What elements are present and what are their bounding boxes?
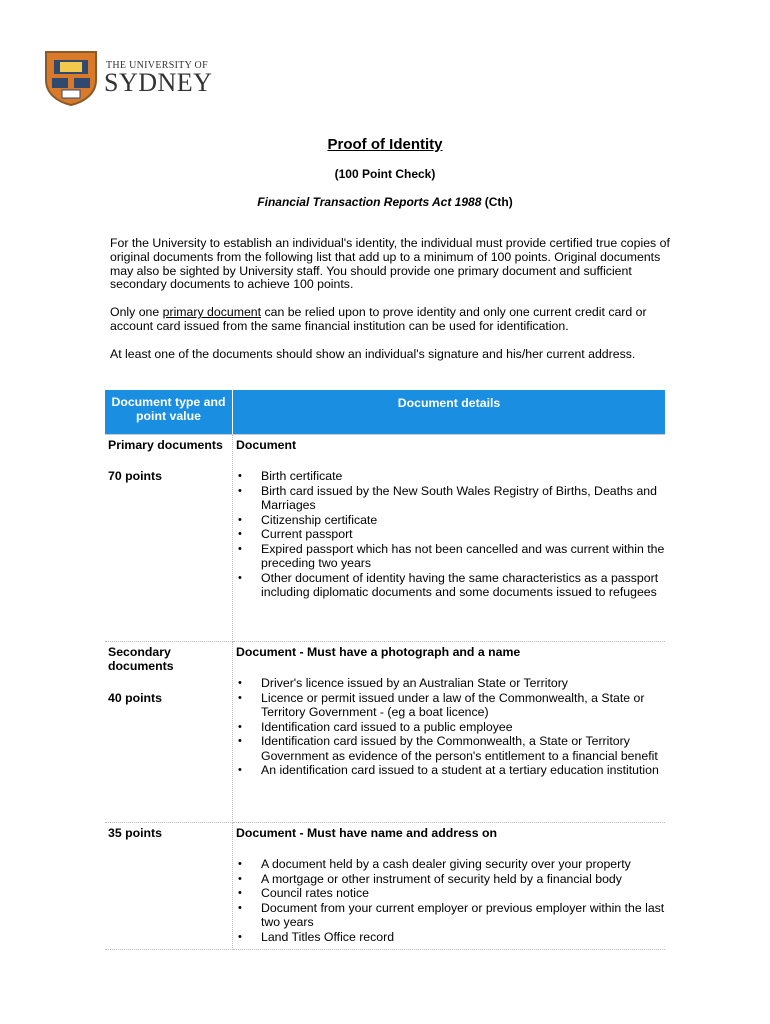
list-item: • Identification card issued by the Commonwealth, a State or Territory Government as evidence of the person's entitlement to a financial benefit [236, 734, 665, 762]
p2-after: can be relied upon to prove identity and only one current credit card or account card issued from the same financial institution can be used for identification. [110, 305, 647, 333]
secondary-header: Document - Must have a photograph and a name [236, 645, 521, 659]
list-item: • Land Titles Office record [236, 930, 665, 944]
thirtyfive-details-cell [233, 823, 666, 950]
primary-type-label: Primary documents [108, 438, 223, 452]
act-name: Financial Transaction Reports Act 1988 [257, 195, 482, 209]
primary-list [236, 469, 665, 599]
secondary-points: 40 points [108, 691, 162, 705]
list-item: • Birth card issued by the New South Wales Registry of Births, Deaths and Marriages [236, 484, 665, 512]
list-item: • Current passport [236, 527, 665, 541]
table-header-row [105, 390, 665, 435]
page-title: Proof of Identity [327, 136, 443, 153]
documents-table [105, 390, 665, 950]
primary-note-paragraph [110, 306, 670, 334]
list-item: • An identification card issued to a student at a tertiary education institution [236, 763, 665, 777]
logo-line2: SYDNEY [104, 68, 213, 97]
act-reference [0, 195, 770, 209]
primary-type-cell [105, 435, 233, 642]
primary-details-cell [233, 435, 666, 642]
header-document-type: Document type and point value [105, 390, 233, 435]
list-item: • Driver's licence issued by an Australian State or Territory [236, 676, 665, 690]
list-item: • Council rates notice [236, 886, 665, 900]
p2-before: Only one [110, 305, 163, 319]
list-item: • Birth certificate [236, 469, 665, 483]
thirtyfive-type-cell [105, 823, 233, 950]
secondary-type-cell [105, 642, 233, 823]
list-item: • Expired passport which has not been cancelled and was current within the preceding two years [236, 542, 665, 570]
university-logo [44, 50, 214, 106]
table-row-primary [105, 435, 665, 642]
logo-line1: THE UNIVERSITY OF [106, 60, 208, 71]
list-item: • A mortgage or other instrument of security held by a financial body [236, 872, 665, 886]
secondary-type-label: Secondary documents [108, 645, 174, 673]
list-item: • Identification card issued to a public employee [236, 720, 665, 734]
thirtyfive-list [236, 857, 665, 944]
thirtyfive-header: Document - Must have name and address on [236, 826, 498, 840]
university-crest-icon [44, 50, 98, 106]
thirtyfive-points: 35 points [108, 826, 162, 840]
signature-note-paragraph: At least one of the documents should show an individual's signature and his/her current address. [110, 347, 636, 361]
table-row-35-points [105, 823, 665, 950]
list-item: • Licence or permit issued under a law of the Commonwealth, a State or Territory Government - (eg a boat licence) [236, 691, 665, 719]
list-item: • Other document of identity having the same characteristics as a passport including diplomatic documents and some documents issued to refugees [236, 571, 665, 599]
list-item: • Citizenship certificate [236, 513, 665, 527]
header-document-details: Document details [233, 390, 666, 435]
intro-paragraph: For the University to establish an individual's identity, the individual must provide certified true copies of original documents from the following list that add up to a minimum of 100 points. Original documents may also be sighted by University staff. You should provide one primary document and sufficient secondary documents to achieve 100 points. [110, 236, 670, 292]
list-item: • Document from your current employer or previous employer within the last two years [236, 901, 665, 929]
list-item: • A document held by a cash dealer giving security over your property [236, 857, 665, 871]
primary-document-link[interactable]: primary document [162, 305, 262, 319]
page-subtitle: (100 Point Check) [334, 167, 436, 181]
act-suffix: (Cth) [481, 195, 513, 209]
secondary-details-cell [233, 642, 666, 823]
table-row-secondary [105, 642, 665, 823]
primary-points: 70 points [108, 469, 162, 483]
primary-header: Document [236, 438, 297, 452]
secondary-list [236, 676, 665, 777]
